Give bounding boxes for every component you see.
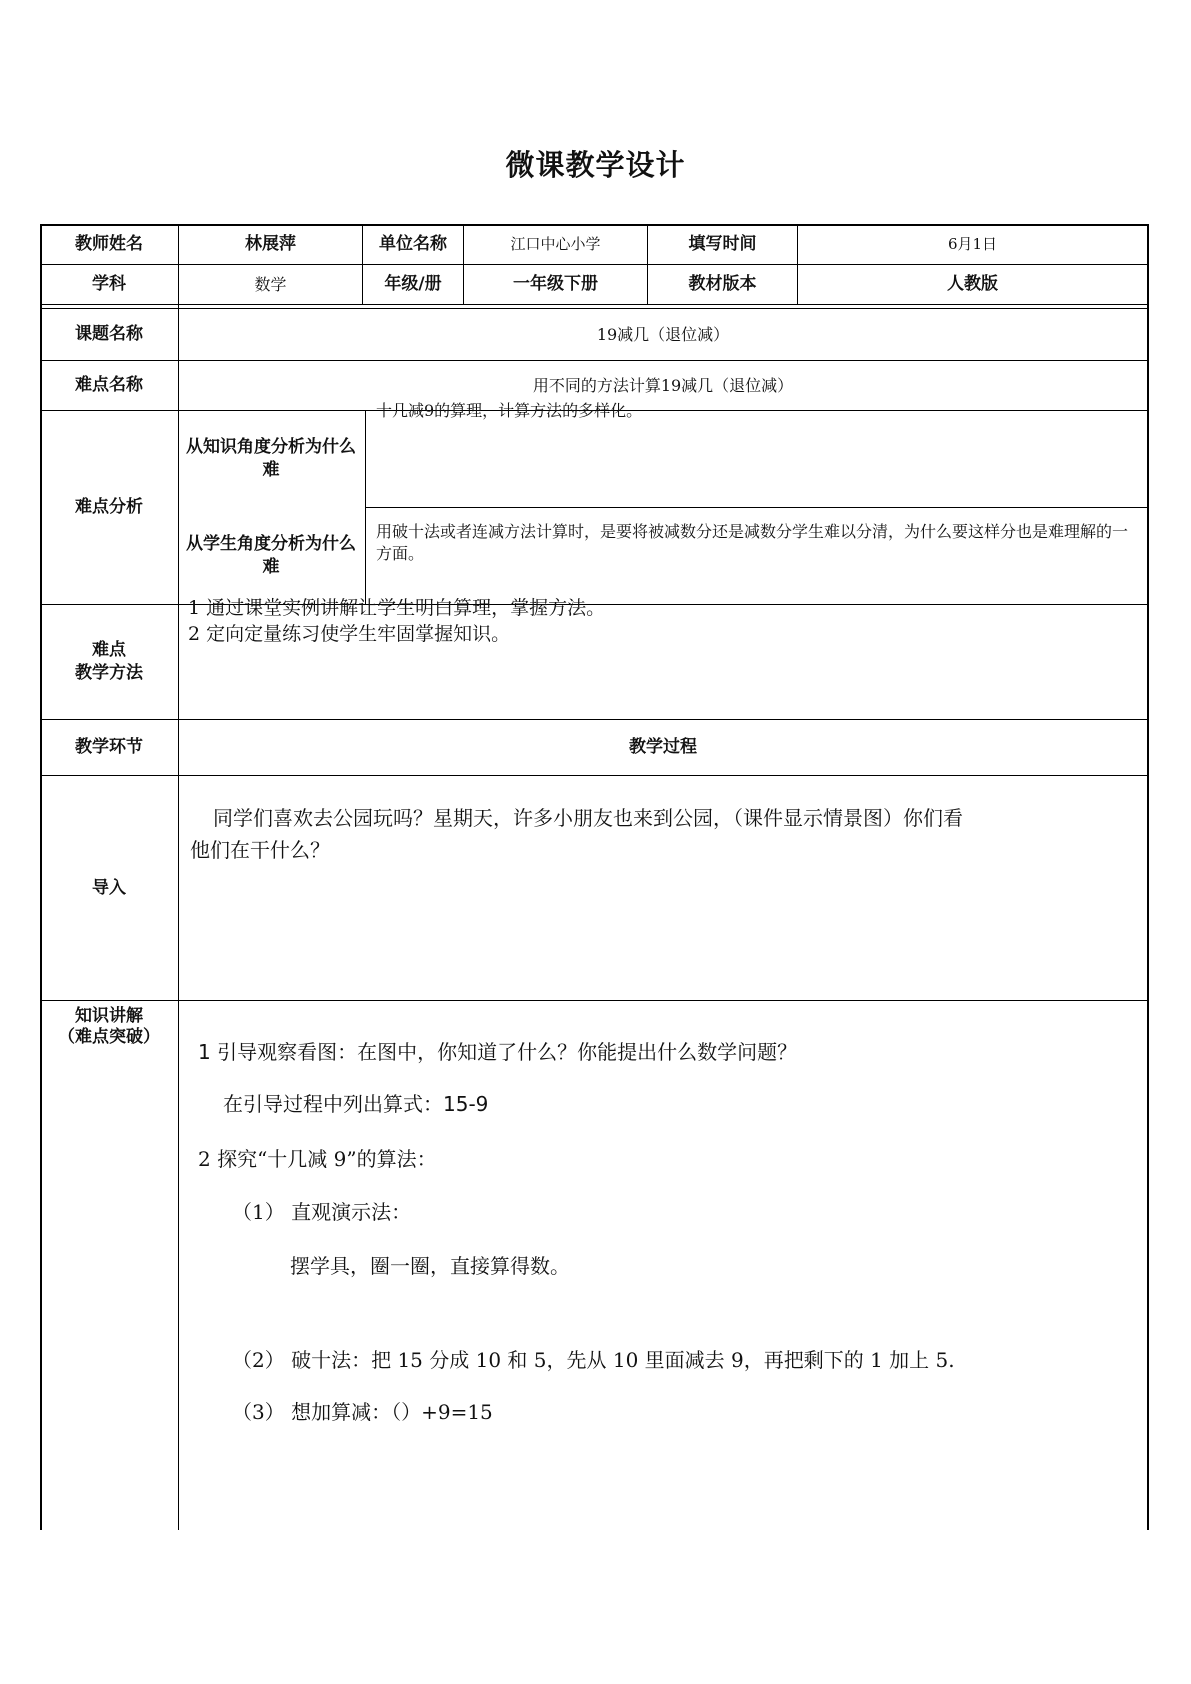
design-table xyxy=(40,224,1149,1530)
grade-label: 年级/册 xyxy=(384,274,442,295)
grade-value: 一年级下册 xyxy=(513,274,598,295)
intro-text xyxy=(190,776,1145,1000)
method-label-line2: 教学方法 xyxy=(75,663,143,683)
knowledge-label xyxy=(40,1001,178,1053)
knowledge-label-line1: 知识讲解 xyxy=(75,1005,143,1026)
edition-value: 人教版 xyxy=(947,274,998,295)
method-label-line1: 难点 xyxy=(92,640,126,661)
knowledge-angle-label: 从知识角度分析为什么难 xyxy=(186,437,356,480)
intro-line: 同学们喜欢去公园玩吗？星期天，许多小朋友也来到公园，（课件显示情景图）你们看 xyxy=(213,806,963,830)
teacher-label: 教师姓名 xyxy=(75,233,143,254)
knowledge-line: 1 引导观察看图：在图中，你知道了什么？你能提出什么数学问题？ xyxy=(198,1040,798,1064)
method-list xyxy=(188,593,1143,653)
process-header: 教学过程 xyxy=(629,737,697,758)
method-label xyxy=(40,605,178,719)
intro-line: 他们在干什么？ xyxy=(190,838,330,862)
knowledge-line: （3） 想加算减：（）+9=15 xyxy=(232,1400,493,1424)
student-angle-label: 从学生角度分析为什么难 xyxy=(186,534,356,577)
knowledge-label-line2: （难点突破） xyxy=(58,1027,160,1047)
date-label: 填写时间 xyxy=(688,233,757,254)
topic-value: 19减几（退位减） xyxy=(596,324,730,344)
subject-value: 数学 xyxy=(254,274,287,294)
knowledge-line: （2） 破十法：把 15 分成 10 和 5，先从 10 里面减去 9，再把剩下的 1 加上 5. xyxy=(232,1348,955,1372)
method-item: 1 通过课堂实例讲解让学生明白算理，掌握方法。 xyxy=(188,597,606,619)
page-title: 微课教学设计 xyxy=(505,148,686,182)
difficulty-value: 用不同的方法计算19减几（退位减） xyxy=(532,375,794,395)
knowledge-line: （1） 直观演示法： xyxy=(232,1200,412,1224)
stage-header: 教学环节 xyxy=(75,737,143,758)
unit-value: 江口中心小学 xyxy=(510,234,601,253)
unit-label: 单位名称 xyxy=(379,233,447,254)
subject-label: 学科 xyxy=(92,274,126,295)
edition-label: 教材版本 xyxy=(688,274,757,295)
method-item: 2 定向定量练习使学生牢固掌握知识。 xyxy=(188,623,511,645)
knowledge-line: 在引导过程中列出算式：15-9 xyxy=(223,1092,489,1116)
knowledge-content xyxy=(190,1001,1145,1530)
teacher-value: 林展萍 xyxy=(245,233,296,254)
student-angle-text: 用破十法或者连减方法计算时，是要将被减数分还是减数分学生难以分清，为什么要这样分也是难理解的一方面。 xyxy=(376,522,1129,563)
date-value: 6月1日 xyxy=(947,234,998,253)
knowledge-line: 2 探究“十几减 9”的算法： xyxy=(198,1147,437,1171)
intro-label: 导入 xyxy=(92,877,126,898)
knowledge-line: 摆学具，圈一圈，直接算得数。 xyxy=(290,1254,570,1278)
difficulty-label: 难点名称 xyxy=(75,375,143,396)
topic-label: 课题名称 xyxy=(75,324,143,345)
knowledge-angle-text: 十几减9的算理，计算方法的多样化。 xyxy=(376,401,643,420)
analysis-label: 难点分析 xyxy=(75,497,143,518)
